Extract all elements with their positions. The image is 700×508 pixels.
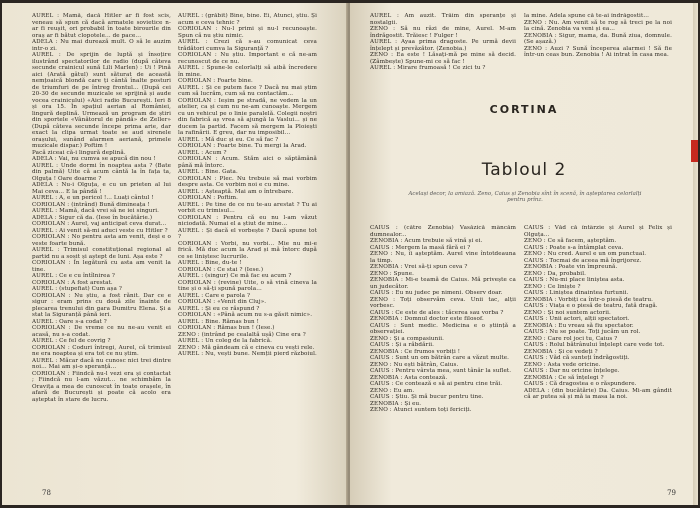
dialogue-line: AUREL : (singur) Ce mă fac eu acum ?: [178, 273, 292, 279]
page-number-right: 79: [667, 489, 676, 497]
dialogue-line: AUREL : Și ce putem face ? Dacă nu mai știm cum să lucrăm, cum să nu contactăm...: [178, 84, 317, 97]
dialogue-line: CORIOLAN : Vorbi, nu vorbi... Mie nu mi-e frică. Mă duc acum la Arad și mă întorc după ce se liniștesc lucrurile.: [178, 240, 317, 260]
dialogue-line: AUREL : Ayaa prima dragoste. Pe urmă devii înțelept și prevăzător. (Zenobia.): [370, 39, 516, 52]
dialogue-line: CAIUS : Eu nu judec pe nimeni. Observ doar.: [370, 290, 503, 296]
dialogue-line: CAIUS : Văd că întârzie și Aurel și Felix și Olguța...: [524, 225, 672, 238]
dialogue-line: CAIUS : Sunt medic. Medicina e o știință a observației.: [370, 322, 516, 335]
dialogue-line: AUREL : De sprijin de luptă și însoțire ilustrând spectatorilor de radio (după câteva secunde crainicul sună Lili Marlen) : Ui ! Pină aici (Arată gâtul) sunt săturat de această nemțoaică blondă care ți cântă înalte posturi de triumfuri de pe întreg frontul... (După cei 20-30 de secunde muzicale se sprijină și aude vocea crainicului) «Aici radio București. Ieri 8 și ora 15. În spațiul aerian al României, lingură deplină. Urmează un program de știri din sportele «Vânătorul de pândă» de Zeller» (După câteva secunde începe prima arie, dar exact la clipa urmat toate se aud sirenele orașului, sunând alarmen aeriană, primele muzicale dispar.) Poftim !: [32, 52, 171, 149]
dialogue-line: ZENOBIA : Vorbiți ca într-o piesă de teatru.: [524, 296, 654, 303]
dialogue-line: CORIOLAN : Nu-l primi și nu-l recunoaște. Spun că nu știu nimic.: [178, 26, 317, 39]
dialogue-line: CAIUS : Tocmai de aceea mă îngrijorez.: [524, 257, 642, 264]
dialogue-line: AUREL : Bine. Rămas bun !: [178, 318, 260, 325]
dialogue-line: ADELA : Sigur că da. (Iese în bucătărie.): [32, 214, 153, 221]
dialogue-line: AUREL : Am auzit. Trăim din speranțe și nostalgii.: [370, 13, 516, 26]
dialogue-line: CORIOLAN : Rămas bun ! (Iese.): [178, 325, 275, 331]
dialogue-line: AUREL : Ai venit să-mi aduci veste cu Hitler ?: [32, 227, 168, 234]
dialogue-line: ZENO : Nu, îi așteptăm. Aurel vine întotdeauna la timp.: [370, 251, 516, 264]
stage-direction: Același decor, la amiază. Zeno, Caius și Zenobia sînt în scenă, în așteptarea celorlalți pentru prînz.: [408, 191, 642, 204]
dialogue-line: CORIOLAN : Plec. Nu trebuie să mai vorbim despre asta. Ce vorbim noi e cu mine.: [178, 175, 317, 188]
dialogue-line: CORIOLAN : Poftim.: [178, 195, 239, 201]
right-page: [350, 3, 698, 505]
dialogue-line: ZENO : Care rol joci tu, Caius ?: [524, 335, 618, 342]
dialogue-line: ZENOBIA : Și eu.: [370, 400, 422, 407]
dialogue-line: la mine. Adela spune că te-ai îndrăgostit...: [524, 13, 649, 19]
dialogue-line: ZENOBIA : Poate vin împreună.: [524, 264, 618, 270]
dialogue-line: AUREL : Și dacă el vorbește ? Dacă spune tot ?: [178, 227, 317, 240]
dialogue-line: AUREL : Mamă, dacă Hitler ar fi fost scis, veneau să spun că dacă armatele sovietice n-ar fi reușit, ori probabil în toate birourile din oraș ar fi bătut clopotele... de pace...: [32, 13, 171, 39]
dialogue-line: AUREL : Bine, du-te !: [178, 260, 242, 266]
dialogue-line: CAIUS : Sunt un om bătrân care a văzut multe.: [370, 355, 510, 361]
dialogue-line: ZENO : Asta vede oricine.: [524, 361, 601, 368]
dialogue-line: CORIOLAN : Acum. Stăm aici o săptămână până mă întorc.: [178, 156, 317, 169]
dialogue-line: CAIUS : Liniștea dinaintea furtunii.: [524, 290, 629, 296]
right-bottom-column-2: [524, 225, 672, 475]
dialogue-line: ZENOBIA : Asta contează.: [370, 374, 448, 381]
dialogue-line: ADELA : Nu mai durează mult. O să le auzim intr-o zi.: [32, 39, 171, 52]
dialogue-line: CORIOLAN : Aurel, vaj anticipat ceva durat...: [32, 221, 167, 227]
dialogue-line: ZENO : Și noi suntem actorii.: [524, 309, 611, 316]
dialogue-line: ZENOBIA : Acum trebuie să vină și ei.: [370, 238, 483, 244]
dialogue-line: CAIUS : Rolul bătrânului înțelept care vede tot.: [524, 342, 665, 348]
page-edge: [693, 3, 698, 505]
dialogue-line: CORIOLAN : De vreme ce nu ne-au venit ei acasă, nu s-a codat.: [32, 325, 171, 338]
dialogue-line: CAIUS : (către Zenobia) Vasăzică mâncăm dumnealor...: [370, 225, 516, 238]
dialogue-line: ZENO : Și a compasiunii.: [370, 335, 445, 342]
dialogue-line: AUREL : Pe tine de ce nu te-au arestat ? Tu ai vorbit cu trimisul...: [178, 201, 317, 214]
dialogue-line: CAIUS : Pentru vârsta mea, sunt tânăr la suflet.: [370, 368, 512, 374]
dialogue-line: AUREL : Așteaptă. Mai am o întrebare.: [178, 188, 294, 195]
left-page: [2, 3, 348, 505]
dialogue-line: AUREL : Acum ?: [178, 149, 227, 156]
dialogue-line: CORIOLAN : «Până acum nu s-a găsit nimic».: [178, 312, 313, 318]
dialogue-line: CORIOLAN : Foarte bine.: [178, 78, 253, 84]
dialogue-line: ZENOBIA : Sigur, mama, da. Bună ziua, domnule. (Se așază.): [524, 32, 672, 45]
dialogue-line: ZENO : Mă gândeam că e cineva cu vești rele.: [178, 344, 315, 351]
dialogue-line: ZENO : Auzi ? Sună începerea alarmei ! Să fie într-un ceas bun. Zenobia ! Ai intrat în casa mea.: [524, 45, 672, 58]
dialogue-line: ZENO : Eu am.: [370, 387, 415, 394]
dialogue-line: CAIUS : Că dragostea e o răspundere.: [524, 381, 637, 387]
dialogue-line: AUREL : Unde dormi în noaptea asta ? (Bate din palmă) Uite că acum cântă la în fața ta, Olguța ! Oare doarme ?: [32, 162, 171, 182]
dialogue-line: ADELA : Nu-i Olguța, e cu un prieten al lui Mai ceva... E la pândă !: [32, 182, 171, 195]
dialogue-line: CAIUS : Nu se poate. Toți jucăm un rol.: [524, 329, 641, 335]
dialogue-line: CORIOLAN : (revine) Uite, o să vină cineva la tine și o să-ți spună parola...: [178, 279, 317, 292]
dialogue-line: CORIOLAN : Pentru că eu nu l-am văzut niciodată. Numai el a știut de mine...: [178, 214, 317, 227]
dialogue-line: ZENOBIA : Vrei să-ți spun ceva ?: [370, 264, 468, 270]
dialogue-line: CORIOLAN : (intrând) Bună dimineața !: [32, 201, 150, 208]
dialogue-line: AUREL : A, e un pericol !... Luați cântul !: [32, 195, 154, 201]
dialogue-line: ZENOBIA : Eu vreau să fiu spectator.: [524, 322, 634, 329]
page-number-left: 78: [42, 489, 51, 497]
dialogue-line: AUREL : Spune-le celorlalți să aibă încredere în mine.: [178, 65, 317, 78]
dialogue-line: AUREL : Un coleg de la fabrică.: [178, 338, 272, 344]
dialogue-line: CORIOLAN : Foarte bine. Tu mergi la Arad.: [178, 143, 307, 149]
dialogue-line: CAIUS : Dar nu oricine înțelege.: [524, 368, 620, 374]
dialogue-line: AUREL : Mă duc și eu. Ce să fac ?: [178, 136, 279, 143]
dialogue-line: ZENO : Toți observăm ceva. Unii tac, alții vorbesc.: [370, 296, 516, 309]
dialogue-line: AUREL : Nu, vești bune. Nemții pierd războiul.: [178, 351, 317, 357]
dialogue-line: AUREL : Ce e cu întîlnirea ?: [32, 273, 116, 279]
dialogue-line: AUREL : Mirare frumoasă ! Ce zici tu ?: [370, 65, 486, 71]
left-column-2: [178, 13, 317, 473]
dialogue-line: CAIUS : Ce este de ales : tăcerea sau vorba ?: [370, 309, 504, 316]
dialogue-line: AUREL : Ce fel de covrig ?: [32, 338, 111, 344]
dialogue-line: CAIUS : Viața e o piesă de teatru, fată dragă.: [524, 303, 658, 309]
left-column-1: [32, 13, 171, 473]
dialogue-line: AUREL : Oare s-a codat ?: [32, 318, 107, 325]
dialogue-line: ADELA : Vai, nu cumva se apucă din nou !: [32, 156, 156, 162]
dialogue-line: ZENOBIA : Ce frumos vorbiți !: [370, 348, 461, 355]
dialogue-line: CAIUS : Și a răbdării.: [370, 342, 435, 348]
dialogue-line: ZENO : Nu. Am venit să te rog să treci pe la noi la cină. Zenobia va veni și ea...: [524, 19, 672, 32]
dialogue-line: ZENOBIA : Și ce vedeți ?: [524, 348, 598, 355]
dialogue-line: CAIUS : Văd că sunteți îndrăgostiți.: [524, 355, 630, 361]
book-spread: [2, 3, 698, 505]
dialogue-line: AUREL : Mamă, dacă vrei să ne iei singuri.: [32, 208, 160, 214]
section-heading-cortina: CORTINA: [489, 103, 559, 116]
dialogue-line: AUREL : Crezi că s-au comunicat ceva trădători cumva la Siguranță ?: [178, 39, 317, 52]
dialogue-line: AUREL : Și eu ce răspund ?: [178, 305, 260, 312]
dialogue-line: CAIUS : Știu. Și mă bucur pentru tine.: [370, 394, 484, 400]
dialogue-line: CAIUS : Mergem la masă fără ei ?: [370, 244, 471, 251]
dialogue-line: ZENO : Nu cred. Aurel e un om punctual.: [524, 251, 647, 257]
dialogue-line: CORIOLAN : «Venit din Cluj».: [178, 299, 267, 305]
dialogue-line: CORIOLAN : Nu știu, a fost rănit. Dar ce e sigur : eram prins cu două zile înainte de plecarea trenului din gara Dumitru Elena. Și a stat la Siguranță până ieri.: [32, 292, 171, 318]
dialogue-line: CORIOLAN : Ce stai ? (Iese.): [178, 266, 264, 273]
dialogue-line: CORIOLAN : În legătură cu asta am venit la tine.: [32, 260, 171, 273]
dialogue-line: CORIOLAN : A fost arestat.: [32, 279, 113, 286]
dialogue-line: ZENO : (intrând pe cealaltă ușă) Cine era ?: [178, 331, 306, 338]
right-top-column-2: [524, 13, 672, 71]
dialogue-line: ZENOBIA : Domnul doctor este filosof.: [370, 316, 484, 322]
bookmark-tab: [691, 140, 698, 162]
dialogue-line: CORIOLAN : No pentru asta am venit, deși e o veste foarte bună.: [32, 234, 171, 247]
dialogue-line: CAIUS : Unii actori, alții spectatori.: [524, 316, 630, 322]
dialogue-line: ZENO : Da, probabil.: [524, 270, 586, 277]
dialogue-line: ZENO : Să nu râzi de mine, Aurel. M-am îndrăgostit. Trăiesc ! Fulger !: [370, 26, 516, 39]
dialogue-line: CORIOLAN : Coduri întregi, Aurel, că trimisul ne era noaptea și era tot ce nu știm.: [32, 344, 171, 357]
dialogue-line: ZENO : Ea este ! Lăsați-mă pe mine să decid. (Zâmbește) Spune-mi ce să fac !: [370, 52, 516, 65]
dialogue-line: AUREL : Care e parola ?: [178, 292, 251, 299]
dialogue-line: AUREL : Bine. Gata.: [178, 169, 238, 175]
dialogue-line: AUREL : (grăbit) Bine, bine. Ei, Atunci, știu. Și acum e ceva tehnic ?: [178, 13, 317, 26]
dialogue-line: ZENO : Nu ești bătrân, Caius.: [370, 361, 459, 368]
dialogue-line: CORIOLAN : Nu știu. Important e că ne-am recunoscut de ce nu.: [178, 52, 317, 65]
dialogue-line: CAIUS : Nu-mi place liniștea asta.: [524, 277, 625, 283]
dialogue-line: ZENO : Spune.: [370, 270, 415, 277]
dialogue-line: ZENO : Ce liniște ?: [524, 283, 581, 290]
dialogue-line: CORIOLAN : Ieșim pe stradă, ne vedem la un atelier, ca și cum nu ne-am cunoaște. Mergem cu un vehicul pe o linie paralelă. Colegii noștri din fabrică aș vrea să ajungă la Vaslui... și ne ducem la partid. Facem să mergem la Ploiești la rafinării. E greu, dar nu imposibil...: [178, 97, 317, 136]
right-bottom-column-1: [370, 225, 516, 475]
dialogue-line: CORIOLAN : Fiindcă nu-l vezi era și contactat ; Fiindcă nu l-am văzut... ne schimbăm la Oravița a mea de cunoscut în toate orașele, în afară de București și poate că acolo era așteptat în stare de lucru.: [32, 370, 171, 403]
dialogue-line: Pacă ziceai că-i lingură deplină.: [32, 149, 126, 156]
dialogue-line: ZENOBIA : Ce să înțelegi ?: [524, 374, 604, 381]
scene-title: Tabloul 2: [481, 160, 567, 180]
dialogue-line: AUREL : Trimisul constituțional regional al partid nu a sosit și aștept de luni. Așa este ?: [32, 247, 171, 260]
right-top-column-1: [370, 13, 516, 71]
dialogue-line: AUREL : (stupefiat) Cum așa ?: [32, 286, 122, 292]
dialogue-line: ADELA : (din bucătărie) Da. Caius. Mi-am gândit că ar putea să și mă ia masa la noi.: [524, 387, 672, 400]
dialogue-line: CAIUS : Ce contează e să ai pentru cine trăi.: [370, 381, 503, 387]
dialogue-line: ZENOBIA : Mi-e teamă de Caius. Mă privește ca un judecător.: [370, 277, 516, 290]
dialogue-line: ZENO : Atunci suntem toți fericiți.: [370, 407, 472, 413]
dialogue-line: AUREL : Măcar dacă nu cunosc nici trei dintre noi... Mai am și-o speranță...: [32, 357, 171, 370]
dialogue-line: ZENO : Ce să facem, așteptăm.: [524, 238, 617, 244]
dialogue-line: CAIUS : Poate s-a întâmplat ceva.: [524, 244, 624, 251]
